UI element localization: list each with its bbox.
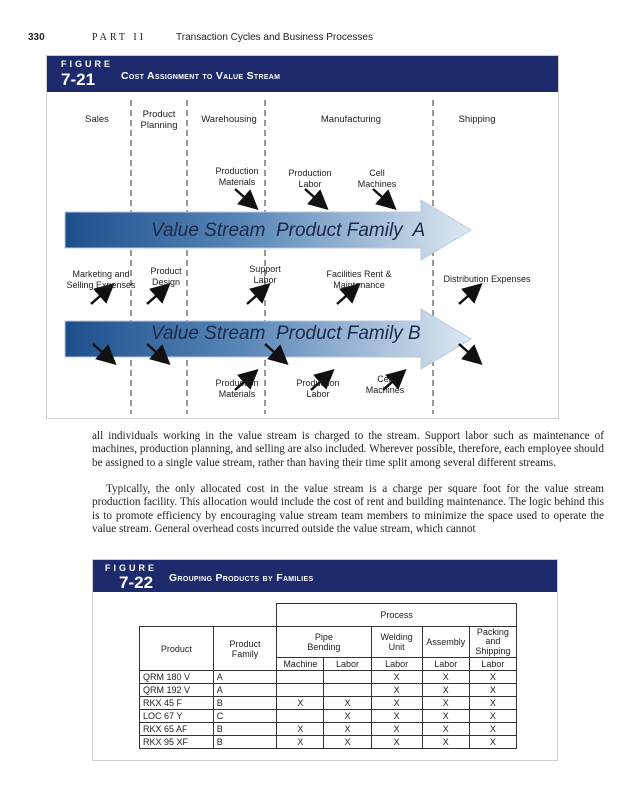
cell-family: B bbox=[213, 723, 277, 736]
arrow-materials-a bbox=[235, 189, 253, 205]
column-shipping: Shipping bbox=[458, 114, 496, 125]
value-stream-diagram bbox=[47, 92, 558, 418]
column-warehousing: Warehousing bbox=[201, 114, 257, 125]
cell-assembly: X bbox=[422, 710, 469, 723]
arrow-distribution-a bbox=[459, 288, 477, 304]
col-product-family: Product Family bbox=[213, 627, 277, 671]
figure-label: FIGURE bbox=[61, 59, 114, 69]
column-manufacturing: Manufacturing bbox=[320, 114, 382, 125]
arrow-distribution-down-b bbox=[459, 344, 477, 360]
arrow-product-design-a bbox=[147, 288, 165, 304]
cell-product: RKX 45 F bbox=[140, 697, 214, 710]
paragraph-1: all individuals working in the value stream is charged to the stream. Support labor such as maintenance of machines, production planning, and selling are also included. Wherever possible, therefore, each employee should be assigned to a single value stream, rather than having their time split among several different streams. bbox=[92, 430, 604, 469]
arrow-marketing-a-real bbox=[91, 302, 109, 318]
cell-pipe-labor: X bbox=[324, 723, 371, 736]
cell-welding: X bbox=[371, 710, 422, 723]
sub-labor: Labor bbox=[422, 658, 469, 671]
figure-title-2: Grouping Products by Families bbox=[169, 572, 314, 584]
label-support-labor: Support Labor bbox=[249, 264, 281, 285]
label-distribution-expenses: Distribution Expenses bbox=[443, 274, 531, 284]
cell-family: C bbox=[213, 710, 277, 723]
cell-pipe-labor bbox=[324, 671, 371, 684]
cell-assembly: X bbox=[422, 671, 469, 684]
cell-machine bbox=[277, 684, 324, 697]
table-row bbox=[140, 671, 517, 684]
label-cell-machines-top: Cell Machines bbox=[357, 168, 397, 189]
figure-7-21 bbox=[46, 55, 559, 419]
column-sales: Sales bbox=[85, 114, 109, 125]
cell-assembly: X bbox=[422, 697, 469, 710]
table-row bbox=[140, 684, 517, 697]
page-number: 330 bbox=[28, 32, 45, 43]
label-cell-machines-bottom: Cell Machines bbox=[365, 374, 405, 395]
cell-family: A bbox=[213, 684, 277, 697]
cell-assembly: X bbox=[422, 684, 469, 697]
cell-machine bbox=[277, 710, 324, 723]
label-facilities-rent: Facilities Rent & Maintenance bbox=[326, 269, 392, 290]
col-assembly: Assembly bbox=[422, 627, 469, 658]
table-row bbox=[140, 736, 517, 749]
cell-pipe-labor: X bbox=[324, 736, 371, 749]
column-product-planning: Product Planning bbox=[140, 109, 178, 131]
figure-number-2: 7-22 bbox=[119, 573, 154, 592]
figure-7-21-header bbox=[47, 56, 558, 92]
cell-product: QRM 192 V bbox=[140, 684, 214, 697]
cell-welding: X bbox=[371, 671, 422, 684]
product-family-table bbox=[139, 603, 517, 749]
cell-packing: X bbox=[469, 723, 516, 736]
label-production-labor-top: Production Labor bbox=[288, 168, 332, 189]
col-product: Product bbox=[140, 627, 214, 671]
cell-welding: X bbox=[371, 684, 422, 697]
arrow-to-stream-a-marketing bbox=[91, 304, 109, 320]
sub-labor: Labor bbox=[469, 658, 516, 671]
table-row bbox=[140, 697, 517, 710]
label-production-labor-bottom: Production Labor bbox=[296, 378, 340, 399]
cell-family: B bbox=[213, 697, 277, 710]
col-pipe-bending: Pipe Bending bbox=[277, 627, 371, 658]
cell-assembly: X bbox=[422, 723, 469, 736]
cell-pipe-labor bbox=[324, 684, 371, 697]
cell-packing: X bbox=[469, 697, 516, 710]
cell-machine: X bbox=[277, 723, 324, 736]
cell-product: RKX 95 XF bbox=[140, 736, 214, 749]
arrow-support-labor-a bbox=[247, 288, 265, 304]
col-welding-unit: Welding Unit bbox=[371, 627, 422, 658]
cell-family: B bbox=[213, 736, 277, 749]
cell-machine: X bbox=[277, 736, 324, 749]
part-label: PART II bbox=[92, 32, 147, 43]
figure-7-22-header bbox=[93, 560, 557, 592]
cell-product: LOC 67 Y bbox=[140, 710, 214, 723]
table-row bbox=[140, 723, 517, 736]
table-row bbox=[140, 710, 517, 723]
marketing-up-a bbox=[93, 295, 111, 312]
arrow-marketing-up-final bbox=[91, 302, 109, 318]
cell-packing: X bbox=[469, 736, 516, 749]
arrow-marketing-to-stream-a bbox=[91, 297, 109, 314]
cell-machine: X bbox=[277, 697, 324, 710]
mktg-a bbox=[91, 302, 109, 318]
arrow-marketing-to-a bbox=[93, 302, 111, 318]
cell-pipe-labor: X bbox=[324, 710, 371, 723]
figure-number: 7-21 bbox=[61, 70, 96, 89]
cell-welding: X bbox=[371, 736, 422, 749]
stream-b-label: Value Stream Product Family B bbox=[151, 323, 421, 344]
up-arrow-marketing bbox=[93, 301, 111, 317]
sub-labor: Labor bbox=[324, 658, 371, 671]
cell-welding: X bbox=[371, 723, 422, 736]
paragraph-2: Typically, the only allocated cost in the value stream is a charge per square foot for the value stream production facility. This allocation would include the cost of rent and building maintenance. The logic behind this is to promote efficiency by encouraging value stream team members to minimize the space used to operate the value stream. General overhead costs incurred outside the value stream, which cannot bbox=[92, 483, 604, 535]
cell-welding: X bbox=[371, 697, 422, 710]
up-arrow-sales-a bbox=[91, 296, 111, 314]
arrow-marketing-up-main bbox=[91, 302, 109, 318]
label-production-materials-top: Production Materials bbox=[215, 166, 259, 187]
figure-7-22 bbox=[92, 559, 558, 761]
arrow-marketing-up-stream bbox=[91, 302, 109, 318]
cell-pipe-labor: X bbox=[324, 697, 371, 710]
figure-label-2: FIGURE bbox=[105, 563, 158, 573]
arrow-mkt-to-a bbox=[87, 299, 107, 316]
arrow-labor-a bbox=[305, 189, 323, 205]
cell-family: A bbox=[213, 671, 277, 684]
cell-machine bbox=[277, 671, 324, 684]
sub-machine: Machine bbox=[277, 658, 324, 671]
arrow-machines-a bbox=[373, 189, 391, 205]
label-production-materials-bottom: Production Materials bbox=[215, 378, 259, 399]
cell-product: QRM 180 V bbox=[140, 671, 214, 684]
process-header: Process bbox=[277, 604, 517, 627]
sub-labor: Labor bbox=[371, 658, 422, 671]
running-title: Transaction Cycles and Business Processes bbox=[176, 32, 373, 43]
label-marketing-selling: Marketing and Selling Expenses bbox=[66, 269, 136, 290]
cell-packing: X bbox=[469, 671, 516, 684]
cell-assembly: X bbox=[422, 736, 469, 749]
arrow-mktg-up bbox=[91, 302, 109, 318]
col-packing-shipping: Packing and Shipping bbox=[469, 627, 516, 658]
label-product-design: Product Design bbox=[150, 266, 182, 287]
figure-title: Cost Assignment to Value Stream bbox=[121, 70, 281, 82]
stream-a-label: Value Stream Product Family A bbox=[151, 220, 426, 241]
cell-packing: X bbox=[469, 684, 516, 697]
cell-product: RKX 65 AF bbox=[140, 723, 214, 736]
cell-packing: X bbox=[469, 710, 516, 723]
